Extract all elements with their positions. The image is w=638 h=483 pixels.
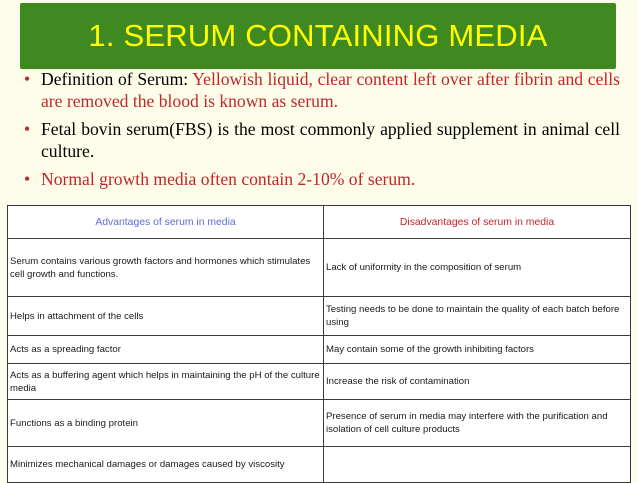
table-row [8, 447, 631, 483]
table-header-row [8, 206, 631, 239]
bullet-definition-text: Yellowish liquid, clear content left over after fibrin and cells are removed the blood is known as serum. [41, 69, 621, 111]
disadvantage-cell: Lack of uniformity in the composition of serum [324, 239, 631, 297]
bullet-dot-icon: • [24, 169, 31, 189]
bullet-dot-icon: • [24, 69, 31, 89]
advantage-cell: Functions as a binding protein [8, 400, 324, 447]
bullet-fbs-text: Fetal bovin serum(FBS) is the most commonly applied supplement in animal cell culture. [41, 119, 620, 161]
title-bar [20, 3, 616, 69]
table-row [8, 364, 631, 400]
table-row [8, 239, 631, 297]
comparison-table-wrap [7, 205, 630, 483]
advantage-cell: Acts as a buffering agent which helps in maintaining the pH of the culture media [8, 364, 324, 400]
bullet-definition-prefix: Definition of Serum: [41, 69, 189, 89]
disadvantage-cell [324, 447, 631, 483]
header-advantages: Advantages of serum in media [8, 206, 324, 239]
header-disadvantages: Disadvantages of serum in media [324, 206, 631, 239]
bullet-definition [24, 68, 620, 112]
slide-title: 1. SERUM CONTAINING MEDIA [88, 18, 548, 53]
bullet-list [24, 68, 620, 196]
disadvantage-cell: Testing needs to be done to maintain the quality of each batch before using [324, 297, 631, 336]
bullet-growth-media-text: Normal growth media often contain 2-10% of serum. [41, 169, 416, 189]
bullet-fbs [24, 118, 620, 162]
table-row [8, 400, 631, 447]
disadvantage-cell: Presence of serum in media may interfere with the purification and isolation of cell culture products [324, 400, 631, 447]
advantage-cell: Serum contains various growth factors and hormones which stimulates cell growth and functions. [8, 239, 324, 297]
table-row [8, 297, 631, 336]
disadvantage-cell: Increase the risk of contamination [324, 364, 631, 400]
bullet-growth-media [24, 168, 620, 190]
table-row [8, 336, 631, 364]
advantage-cell: Helps in attachment of the cells [8, 297, 324, 336]
advantage-cell: Minimizes mechanical damages or damages caused by viscosity [8, 447, 324, 483]
advantage-cell: Acts as a spreading factor [8, 336, 324, 364]
bullet-dot-icon: • [24, 119, 31, 139]
comparison-table [7, 205, 631, 483]
disadvantage-cell: May contain some of the growth inhibiting factors [324, 336, 631, 364]
